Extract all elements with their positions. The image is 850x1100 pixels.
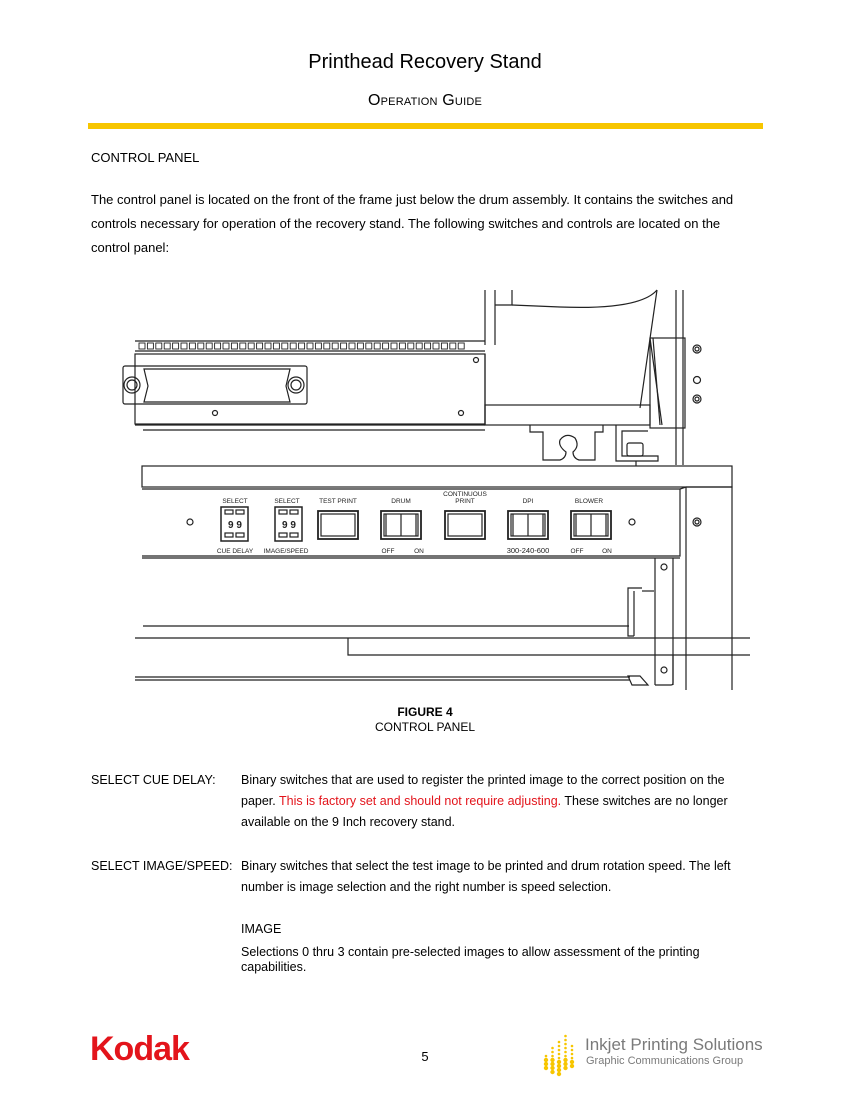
blower-switch[interactable]	[571, 511, 611, 539]
perforation-square	[307, 343, 313, 349]
perforation-square	[223, 343, 229, 349]
perforation-square	[441, 343, 447, 349]
page-number: 5	[421, 1049, 429, 1064]
document-subtitle: Operation Guide	[367, 92, 483, 109]
perforation-square	[450, 343, 456, 349]
lower-frame-drawing	[135, 558, 750, 685]
logo-dot	[563, 1062, 567, 1066]
logo-dot	[550, 1062, 554, 1066]
logo-dot	[557, 1060, 561, 1064]
logo-dot	[571, 1053, 574, 1056]
logo-dot	[544, 1066, 548, 1070]
header-rule	[88, 123, 763, 129]
definition-term: SELECT IMAGE/SPEED:	[91, 859, 233, 873]
document-title: Printhead Recovery Stand	[308, 51, 542, 73]
logo-dot	[557, 1064, 561, 1068]
logo-dot	[551, 1051, 554, 1054]
figure-caption	[0, 705, 850, 735]
figure-title: CONTROL PANEL	[374, 720, 476, 734]
perforation-square	[206, 343, 212, 349]
perforation-square	[215, 343, 221, 349]
test-print-button[interactable]	[318, 511, 358, 539]
perforation-square	[273, 343, 279, 349]
division-subtitle: Graphic Communications Group	[586, 1055, 744, 1067]
perforation-square	[156, 343, 162, 349]
description-text: These switches are no longer available on the 9 Inch recovery stand.	[241, 794, 728, 829]
factory-set-warning: This is factory set and should not require adjusting.	[279, 794, 562, 808]
logo-dot	[564, 1051, 567, 1054]
logo-dot	[544, 1058, 548, 1062]
intro-paragraph: The control panel is located on the front of the frame just below the drum assembly. It contains the switches and controls necessary for operation of the recovery stand. The following switches and controls are located on the control panel:	[91, 192, 734, 255]
logo-dot	[550, 1058, 554, 1062]
dpi-switch[interactable]	[508, 511, 548, 539]
perforation-square	[399, 343, 405, 349]
control-panel-diagram	[100, 285, 760, 690]
logo-dot	[564, 1039, 567, 1042]
drum-label: DRUM	[391, 498, 411, 505]
logo-dot	[557, 1068, 561, 1072]
logo-dot	[563, 1066, 567, 1070]
perforation-square	[240, 343, 246, 349]
blower-off-label: OFF	[570, 548, 584, 555]
blower-label: BLOWER	[574, 498, 604, 505]
logo-dot	[550, 1066, 554, 1070]
logo-dot	[571, 1049, 574, 1052]
image-subheading: IMAGE	[241, 922, 282, 936]
perforation-square	[324, 343, 330, 349]
perforation-square	[366, 343, 372, 349]
perforation-square	[332, 343, 338, 349]
drum-switch[interactable]	[381, 511, 421, 539]
perforation-square	[341, 343, 347, 349]
perforation-square	[357, 343, 363, 349]
logo-dot	[551, 1047, 554, 1050]
logo-dot	[558, 1057, 561, 1060]
logo-dot	[545, 1055, 548, 1058]
perforation-square	[248, 343, 254, 349]
perforation-square	[315, 343, 321, 349]
drum-assembly-drawing	[123, 290, 701, 466]
perforation-square	[147, 343, 153, 349]
logo-dot	[544, 1062, 548, 1066]
drum-off-label: OFF	[381, 548, 395, 555]
dpi-label: DPI	[522, 498, 534, 505]
logo-dot	[570, 1060, 574, 1064]
logo-dot	[551, 1055, 554, 1058]
perforation-square	[416, 343, 422, 349]
perforation-square	[425, 343, 431, 349]
logo-dot	[571, 1045, 574, 1048]
logo-dot	[564, 1047, 567, 1050]
perforation-square	[349, 343, 355, 349]
logo-dot	[558, 1045, 561, 1048]
perforation-square	[181, 343, 187, 349]
logo-dot	[558, 1053, 561, 1056]
perforation-square	[383, 343, 389, 349]
image-speed-bottom-label: IMAGE/SPEED	[263, 548, 309, 555]
perforation-square	[458, 343, 464, 349]
perforation-square	[189, 343, 195, 349]
logo-dot	[564, 1035, 567, 1038]
perforation-square	[231, 343, 237, 349]
drum-on-label: ON	[414, 548, 424, 555]
perforation-square	[408, 343, 414, 349]
division-title: Inkjet Printing Solutions	[585, 1035, 763, 1054]
kodak-logo: Kodak	[90, 1030, 189, 1068]
definition-description: Binary switches that select the test image to be printed and drum rotation speed. The left number is image selection and the right number is speed selection.	[241, 859, 731, 894]
continuous-print-button[interactable]	[445, 511, 485, 539]
logo-dot	[558, 1049, 561, 1052]
perforation-square	[257, 343, 263, 349]
perforation-square	[374, 343, 380, 349]
perforation-square	[173, 343, 179, 349]
cue-delay-top-label: SELECT	[222, 498, 248, 505]
perforation-row	[139, 343, 464, 349]
perforation-square	[391, 343, 397, 349]
test-print-label: TEST PRINT	[319, 498, 357, 505]
image-speed-top-label: SELECT	[274, 498, 300, 505]
perforation-square	[290, 343, 296, 349]
logo-dot	[558, 1041, 561, 1044]
definition-description	[241, 770, 741, 833]
continuous-print-label-line2: PRINT	[455, 498, 475, 505]
cue-delay-digits: 9 9	[228, 520, 242, 531]
image-speed-digits: 9 9	[282, 520, 296, 531]
logo-dot	[563, 1058, 567, 1062]
figure-number: FIGURE 4	[397, 705, 453, 719]
continuous-print-label-line1: CONTINUOUS	[443, 491, 487, 498]
logo-dot	[557, 1072, 561, 1076]
dpi-values-label: 300-240-600	[506, 546, 550, 555]
image-subsection-text: Selections 0 thru 3 contain pre-selected images to allow assessment of the printing capabilities.	[241, 945, 700, 974]
perforation-square	[282, 343, 288, 349]
perforation-square	[433, 343, 439, 349]
logo-dot	[571, 1057, 574, 1060]
logo-dot	[570, 1064, 574, 1068]
inkjet-dots-logo-icon	[542, 1032, 576, 1078]
description-text: Binary switches that are used to register the printed image to the correct position on the paper.	[241, 773, 725, 808]
cue-delay-bottom-label: CUE DELAY	[216, 548, 254, 555]
logo-dot	[550, 1070, 554, 1074]
perforation-square	[164, 343, 170, 349]
perforation-square	[299, 343, 305, 349]
blower-on-label: ON	[602, 548, 612, 555]
section-heading: CONTROL PANEL	[91, 150, 200, 165]
perforation-square	[198, 343, 204, 349]
perforation-square	[139, 343, 145, 349]
logo-dot	[564, 1055, 567, 1058]
perforation-square	[265, 343, 271, 349]
definition-term: SELECT CUE DELAY:	[91, 773, 216, 787]
logo-dot	[564, 1043, 567, 1046]
